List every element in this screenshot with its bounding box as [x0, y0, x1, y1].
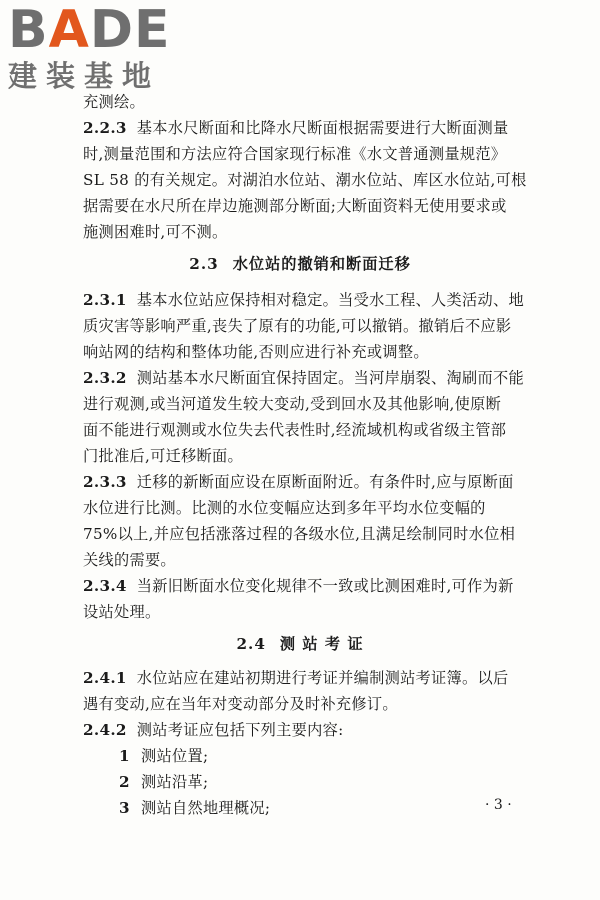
list-item-number: 3	[119, 799, 130, 817]
paragraph-line: SL 58 的有关规定。对湖泊水位站、潮水位站、库区水位站,可根	[83, 171, 527, 189]
clause-number: 2.3.3	[83, 473, 127, 491]
logo-wordmark: BADE	[8, 0, 171, 60]
paragraph-line: 遇有变动,应在当年对变动部分及时补充修订。	[83, 695, 398, 713]
clause-2-3-2: 2.3.2 测站基本水尺断面宜保持固定。当河岸崩裂、淘刷而不能	[83, 369, 524, 387]
clause-number: 2.4.2	[83, 721, 127, 739]
clause-2-4-1: 2.4.1 水位站应在建站初期进行考证并编制测站考证簿。以后	[83, 669, 509, 687]
section-heading-2-3: 2.3 水位站的撤销和断面迁移	[189, 255, 411, 273]
paragraph-line: 门批准后,可迁移断面。	[83, 447, 244, 465]
paragraph-line: 关线的需要。	[83, 551, 176, 569]
paragraph-line: 进行观测,或当河道发生较大变动,受到回水及其他影响,使原断	[83, 395, 502, 413]
list-item-number: 1	[119, 747, 130, 765]
clause-number: 2.3.2	[83, 369, 127, 387]
section-heading-2-4: 2.4 测 站 考 证	[236, 635, 364, 653]
paragraph-line: 响站网的结构和整体功能,否则应进行补充或调整。	[83, 343, 429, 361]
clause-number: 2.3.1	[83, 291, 127, 309]
paragraph-line: 时,测量范围和方法应符合国家现行标准《水文普通测量规范》	[83, 145, 507, 163]
paragraph-line: 75%以上,并应包括涨落过程的各级水位,且满足绘制同时水位相	[83, 525, 516, 543]
paragraph-line: 设站处理。	[83, 603, 161, 621]
list-item-number: 2	[119, 773, 130, 791]
clause-number: 2.2.3	[83, 119, 127, 137]
paragraph-line: 施测困难时,可不测。	[83, 223, 228, 241]
paragraph-line: 充测绘。	[83, 93, 145, 111]
list-item: 测站位置;	[141, 747, 209, 765]
logo-subtitle: 建装基地	[8, 59, 161, 93]
list-item: 测站沿革;	[141, 773, 209, 791]
paragraph-line: 面不能进行观测或水位失去代表性时,经流域机构或省级主管部	[83, 421, 507, 439]
clause-2-3-3: 2.3.3 迁移的新断面应设在原断面附近。有条件时,应与原断面	[83, 473, 514, 491]
paragraph-line: 水位进行比测。比测的水位变幅应达到多年平均水位变幅的	[83, 499, 486, 517]
page-number: · 3 ·	[485, 797, 512, 813]
clause-2-4-2: 2.4.2 测站考证应包括下列主要内容:	[83, 721, 344, 739]
clause-2-2-3: 2.2.3 基本水尺断面和比降水尺断面根据需要进行大断面测量	[83, 119, 509, 137]
clause-2-3-1: 2.3.1 基本水位站应保持相对稳定。当受水工程、人类活动、地	[83, 291, 524, 309]
clause-2-3-4: 2.3.4 当新旧断面水位变化规律不一致或比测困难时,可作为新	[83, 577, 514, 595]
paragraph-line: 质灾害等影响严重,丧失了原有的功能,可以撤销。撤销后不应影	[83, 317, 512, 335]
clause-number: 2.4.1	[83, 669, 127, 687]
clause-number: 2.3.4	[83, 577, 127, 595]
paragraph-line: 据需要在水尺所在岸边施测部分断面;大断面资料无使用要求或	[83, 197, 507, 215]
list-item: 测站自然地理概况;	[141, 799, 271, 817]
